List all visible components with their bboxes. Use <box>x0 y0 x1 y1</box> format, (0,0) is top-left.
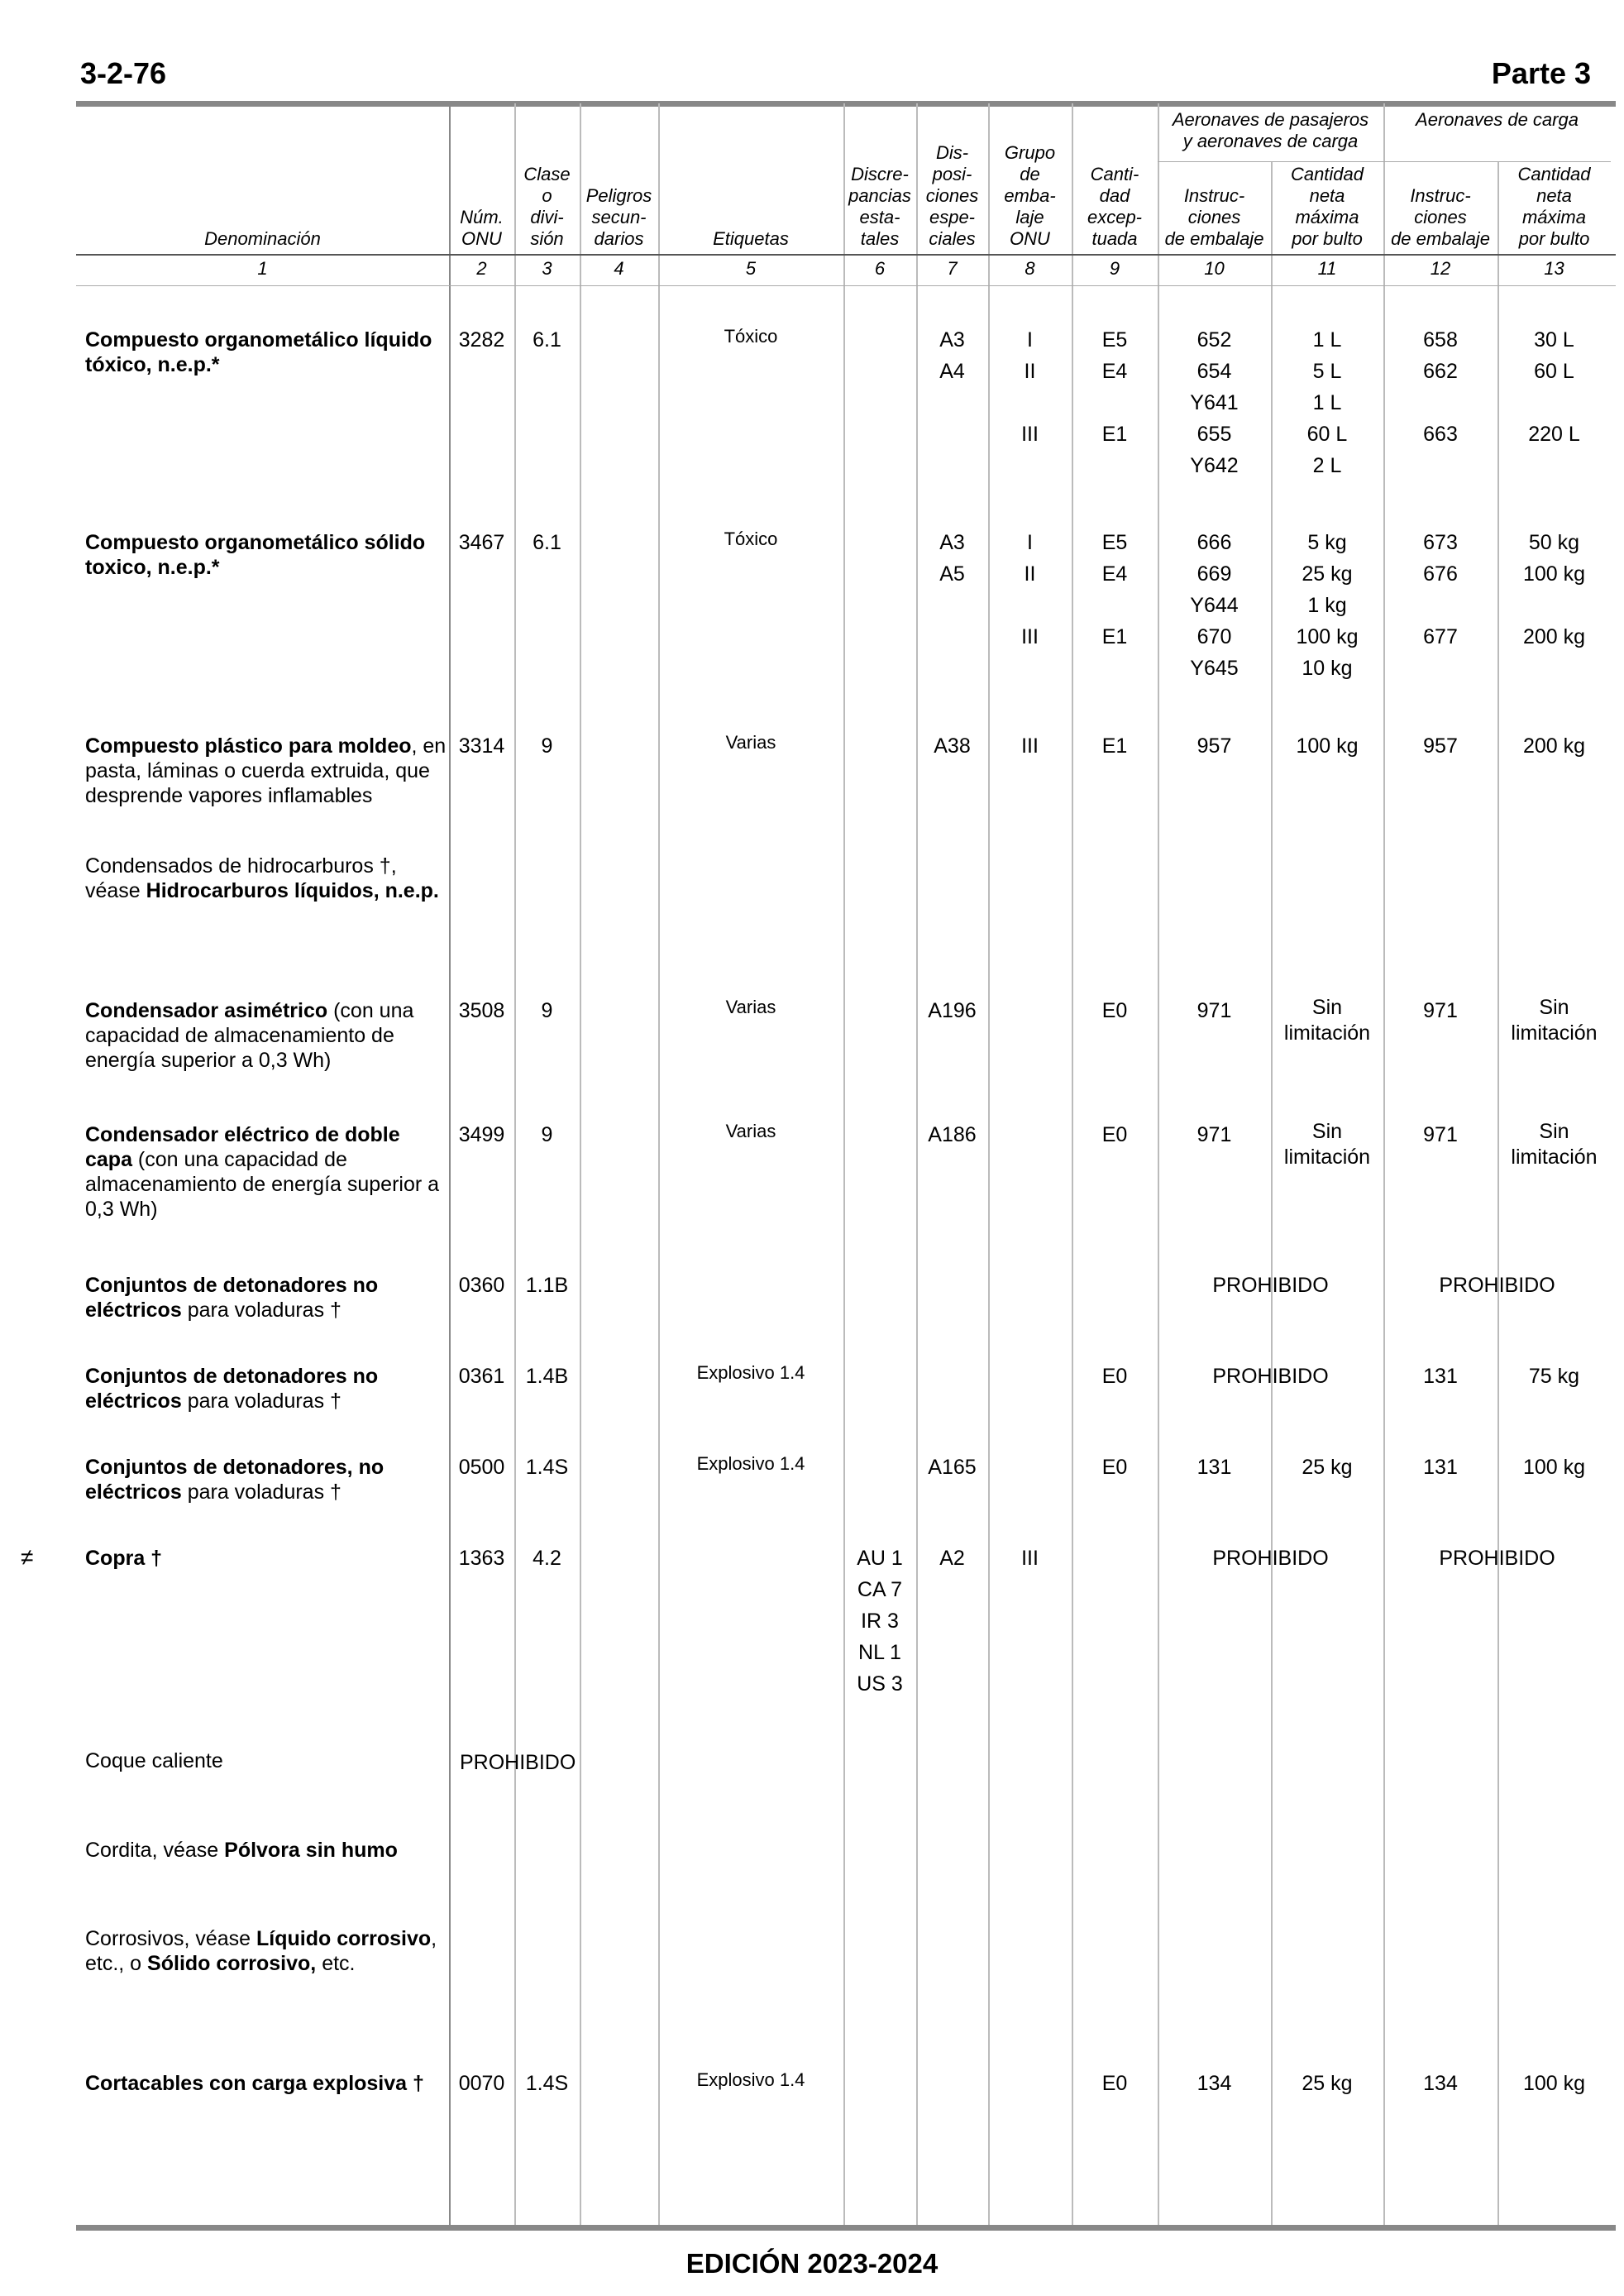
packing-instruction-pax: 134 <box>1197 2072 1232 2095</box>
un-number: 0070 <box>458 2072 505 2095</box>
max-net-qty-pax: 5 L <box>1312 360 1342 383</box>
special-provision: A165 <box>928 1456 977 1479</box>
hazard-label: Tóxico <box>724 326 778 347</box>
state-variation: AU 1 <box>857 1547 903 1570</box>
table-row-name: Cordita, véase Pólvora sin humo <box>85 1839 398 1862</box>
column-number: 9 <box>1109 258 1120 279</box>
packing-instruction-cargo: 658 <box>1423 328 1458 352</box>
class-division: 4.2 <box>533 1547 561 1570</box>
excepted-quantity: E5 <box>1101 531 1128 554</box>
packing-instruction-pax: 652 <box>1197 328 1232 352</box>
un-number: 1363 <box>458 1547 505 1570</box>
header-col-9: Canti- dad excep- tuada <box>1087 164 1143 249</box>
header-col-5: Etiquetas <box>713 228 789 249</box>
max-net-qty-cargo: 100 kg <box>1522 1456 1586 1479</box>
packing-instruction-pax: 957 <box>1197 734 1232 758</box>
packing-instruction-pax: 131 <box>1197 1456 1232 1479</box>
hazard-label: Varias <box>725 997 776 1017</box>
special-provision: A196 <box>928 999 977 1022</box>
header-col-12: Instruc- ciones de embalaje <box>1391 185 1490 249</box>
prohibited-pax: PROHIBIDO <box>1212 1365 1329 1388</box>
table-row-name: Condensados de hidrocarburos †, véase Hidrocarburos líquidos, n.e.p. <box>85 854 439 902</box>
column-line <box>514 103 516 2225</box>
column-line <box>843 103 845 2225</box>
packing-instruction-pax: 670 <box>1197 625 1232 648</box>
column-number: 10 <box>1204 258 1225 279</box>
packing-group: III <box>1021 625 1039 648</box>
column-number: 1 <box>257 258 268 279</box>
column-number: 11 <box>1317 258 1337 279</box>
packing-group: III <box>1021 1547 1039 1570</box>
state-variation: NL 1 <box>858 1641 901 1664</box>
table-row-name: Conjuntos de detonadores no eléctricos para voladuras † <box>85 1365 379 1413</box>
excepted-quantity: E4 <box>1101 360 1128 383</box>
un-number: 3499 <box>458 1123 505 1146</box>
column-number: 3 <box>542 258 552 279</box>
packing-instruction-cargo: 971 <box>1423 999 1458 1022</box>
special-provision: A2 <box>939 1547 965 1570</box>
table-row-name: Compuesto organometálico sólido toxico, n.e.p.* <box>85 531 426 579</box>
table-row-name: Condensador asimétrico (con una capacidad de almacenamiento de energía superior a 0,3 Wh) <box>85 999 414 1072</box>
class-division: 6.1 <box>533 531 561 554</box>
max-net-qty-cargo: Sin limitación <box>1511 996 1598 1045</box>
table-row-name: Cortacables con carga explosiva † <box>85 2072 424 2095</box>
packing-instruction-pax: 666 <box>1197 531 1232 554</box>
packing-instruction-cargo: 131 <box>1423 1456 1458 1479</box>
excepted-quantity: E1 <box>1101 625 1128 648</box>
max-net-qty-pax: 60 L <box>1306 423 1348 446</box>
column-number: 12 <box>1430 258 1451 279</box>
packing-instruction-cargo: 673 <box>1423 531 1458 554</box>
table-row-name: Compuesto organometálico líquido tóxico, n.e.p.* <box>85 328 432 376</box>
class-division: 9 <box>541 999 553 1022</box>
header-rule <box>76 254 1616 256</box>
max-net-qty-cargo: 100 kg <box>1522 562 1586 586</box>
excepted-quantity: E0 <box>1101 1365 1128 1388</box>
un-number: 0360 <box>458 1274 505 1297</box>
packing-instruction-pax: 669 <box>1197 562 1232 586</box>
max-net-qty-cargo: 100 kg <box>1522 2072 1586 2095</box>
packing-instruction-pax: 654 <box>1197 360 1232 383</box>
packing-instruction-cargo: 677 <box>1423 625 1458 648</box>
edition-footer: EDICIÓN 2023-2024 <box>685 2248 939 2279</box>
column-line <box>658 103 660 2225</box>
header-col-11: Cantidad neta máxima por bulto <box>1290 164 1364 249</box>
packing-group: II <box>1024 562 1036 586</box>
header-col-1: Denominación <box>204 228 321 249</box>
table-row-name: Coque caliente <box>85 1749 223 1772</box>
max-net-qty-cargo: 200 kg <box>1522 625 1586 648</box>
page-number: 3-2-76 <box>80 56 167 90</box>
max-net-qty-pax: Sin limitación <box>1283 1120 1371 1169</box>
max-net-qty-pax: 5 kg <box>1307 531 1347 554</box>
revision-mark: ≠ <box>21 1544 34 1570</box>
class-division: 1.4S <box>525 2072 569 2095</box>
packing-instruction-pax: Y645 <box>1190 657 1239 680</box>
state-variation: CA 7 <box>857 1578 903 1601</box>
max-net-qty-pax: 25 kg <box>1302 2072 1353 2095</box>
max-net-qty-pax: 2 L <box>1312 454 1342 477</box>
column-number: 7 <box>947 258 958 279</box>
excepted-quantity: E0 <box>1101 999 1128 1022</box>
max-net-qty-cargo: 220 L <box>1528 423 1580 446</box>
max-net-qty-cargo: 50 kg <box>1528 531 1580 554</box>
packing-instruction-cargo: 662 <box>1423 360 1458 383</box>
class-division: 9 <box>541 734 553 758</box>
excepted-quantity: E1 <box>1101 734 1128 758</box>
un-number: 3314 <box>458 734 505 758</box>
column-line <box>1497 161 1499 2225</box>
max-net-qty-cargo: 60 L <box>1534 360 1574 383</box>
excepted-quantity: E5 <box>1101 328 1128 352</box>
special-provision: A38 <box>934 734 971 758</box>
excepted-quantity: E0 <box>1101 2072 1128 2095</box>
max-net-qty-pax: 25 kg <box>1302 562 1353 586</box>
column-line <box>449 103 451 2225</box>
prohibited-cargo: PROHIBIDO <box>1439 1274 1555 1297</box>
packing-instruction-cargo: 134 <box>1423 2072 1458 2095</box>
column-line <box>580 103 581 2225</box>
un-number: 0361 <box>458 1365 505 1388</box>
group-passenger-cargo: Aeronaves de pasajeros y aeronaves de carga <box>1172 109 1369 151</box>
header-col-4: Peligros secun- darios <box>585 185 652 249</box>
prohibited-all: PROHIBIDO <box>460 1751 576 1774</box>
special-provision: A5 <box>939 562 965 586</box>
column-number: 6 <box>874 258 886 279</box>
column-number: 13 <box>1544 258 1564 279</box>
bottom-rule <box>76 2225 1616 2231</box>
packing-group: I <box>1027 328 1033 352</box>
special-provision: A186 <box>928 1123 977 1146</box>
group-rule <box>1158 161 1611 162</box>
group-cargo: Aeronaves de carga <box>1416 109 1579 130</box>
un-number: 3467 <box>458 531 505 554</box>
packing-instruction-pax: 655 <box>1197 423 1232 446</box>
packing-instruction-cargo: 971 <box>1423 1123 1458 1146</box>
packing-instruction-cargo: 676 <box>1423 562 1458 586</box>
max-net-qty-cargo: Sin limitación <box>1511 1120 1598 1169</box>
class-division: 6.1 <box>533 328 561 352</box>
class-division: 1.4B <box>525 1365 569 1388</box>
packing-group: II <box>1024 360 1036 383</box>
packing-instruction-pax: 971 <box>1197 1123 1232 1146</box>
column-number: 8 <box>1025 258 1035 279</box>
packing-instruction-pax: Y641 <box>1190 391 1239 414</box>
max-net-qty-pax: Sin limitación <box>1283 996 1371 1045</box>
hazard-label: Explosivo 1.4 <box>696 1362 805 1383</box>
table-row-name: Conjuntos de detonadores, no eléctricos para voladuras † <box>85 1456 385 1504</box>
class-division: 1.1B <box>525 1274 569 1297</box>
hazard-label: Varias <box>725 732 776 753</box>
max-net-qty-pax: 25 kg <box>1302 1456 1353 1479</box>
max-net-qty-pax: 10 kg <box>1302 657 1353 680</box>
state-variation: IR 3 <box>861 1610 899 1633</box>
special-provision: A4 <box>939 360 965 383</box>
header-col-13: Cantidad neta máxima por bulto <box>1517 164 1591 249</box>
packing-instruction-cargo: 957 <box>1423 734 1458 758</box>
hazard-label: Explosivo 1.4 <box>696 1453 805 1474</box>
max-net-qty-pax: 100 kg <box>1296 625 1359 648</box>
max-net-qty-pax: 1 kg <box>1307 594 1347 617</box>
column-number: 4 <box>614 258 624 279</box>
state-variation: US 3 <box>857 1672 903 1696</box>
packing-instruction-pax: Y644 <box>1190 594 1239 617</box>
packing-instruction-cargo: 663 <box>1423 423 1458 446</box>
hazard-label: Tóxico <box>724 529 778 549</box>
prohibited-cargo: PROHIBIDO <box>1439 1547 1555 1570</box>
header-col-10: Instruc- ciones de embalaje <box>1164 185 1264 249</box>
hazard-label: Varias <box>725 1121 776 1141</box>
max-net-qty-pax: 100 kg <box>1296 734 1359 758</box>
class-division: 1.4S <box>525 1456 569 1479</box>
packing-instruction-cargo: 131 <box>1423 1365 1458 1388</box>
packing-instruction-pax: Y642 <box>1190 454 1239 477</box>
max-net-qty-cargo: 75 kg <box>1528 1365 1580 1388</box>
hazard-label: Explosivo 1.4 <box>696 2069 805 2090</box>
column-number-rule <box>76 285 1616 286</box>
max-net-qty-pax: 1 L <box>1312 328 1342 352</box>
table-row-name: Copra † <box>85 1547 163 1570</box>
prohibited-pax: PROHIBIDO <box>1212 1547 1329 1570</box>
un-number: 3508 <box>458 999 505 1022</box>
header-col-6: Discre- pancias esta- tales <box>848 164 911 249</box>
header-col-3: Clase o divi- sión <box>523 164 571 249</box>
table-row-name: Corrosivos, véase Líquido corrosivo, etc., o Sólido corrosivo, etc. <box>85 1927 437 1975</box>
column-number: 5 <box>745 258 757 279</box>
prohibited-pax: PROHIBIDO <box>1212 1274 1329 1297</box>
excepted-quantity: E1 <box>1101 423 1128 446</box>
packing-group: I <box>1027 531 1033 554</box>
class-division: 9 <box>541 1123 553 1146</box>
un-number: 3282 <box>458 328 505 352</box>
excepted-quantity: E0 <box>1101 1456 1128 1479</box>
max-net-qty-cargo: 30 L <box>1534 328 1574 352</box>
header-col-8: Grupo de emba- laje ONU <box>1004 142 1056 249</box>
special-provision: A3 <box>939 328 965 352</box>
table-row-name: Conjuntos de detonadores no eléctricos para voladuras † <box>85 1274 379 1322</box>
packing-group: III <box>1021 734 1039 758</box>
column-number: 2 <box>476 258 487 279</box>
max-net-qty-pax: 1 L <box>1312 391 1342 414</box>
excepted-quantity: E4 <box>1101 562 1128 586</box>
packing-group: III <box>1021 423 1039 446</box>
un-number: 0500 <box>458 1456 505 1479</box>
part-label: Parte 3 <box>1491 56 1591 90</box>
packing-instruction-pax: 971 <box>1197 999 1232 1022</box>
excepted-quantity: E0 <box>1101 1123 1128 1146</box>
special-provision: A3 <box>939 531 965 554</box>
header-col-2: Núm. ONU <box>460 207 504 249</box>
table-row-name: Condensador eléctrico de doble capa (con una capacidad de almacenamiento de energía superior a 0,3 Wh) <box>85 1123 440 1221</box>
column-line <box>916 103 918 2225</box>
table-row-name: Compuesto plástico para moldeo, en pasta, láminas o cuerda extruida, que desprende vapores inflamables <box>85 734 447 807</box>
max-net-qty-cargo: 200 kg <box>1522 734 1586 758</box>
header-col-7: Dis- posi- ciones espe- ciales <box>925 142 979 249</box>
